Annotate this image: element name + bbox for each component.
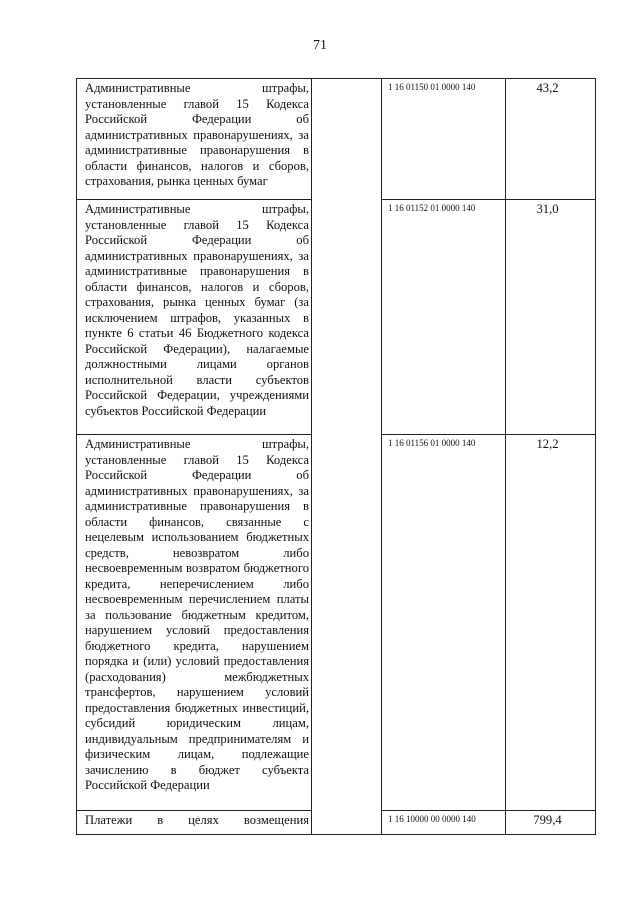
row-description: Платежи в целях возмещения: [85, 813, 309, 827]
budget-revenue-table: [76, 78, 596, 835]
amount-value: 31,0: [536, 202, 559, 216]
budget-classification-code: 1 16 01152 01 0000 140: [388, 203, 476, 213]
row-code-cell: [382, 79, 506, 200]
budget-classification-code: 1 16 01156 01 0000 140: [388, 438, 476, 448]
table-row: [77, 79, 596, 200]
row-description: Административные штрафы, установленные главой 15 Кодекса Российской Федерации об административных правонарушениях, за административные правонарушения в области финансов, налогов и сборов, страхования, рынка ценных бумаг: [85, 81, 309, 188]
row-description-cell: [77, 200, 312, 435]
amount-value: 12,2: [536, 437, 559, 451]
row-code-cell: [382, 811, 506, 835]
row-amount-cell: [506, 811, 596, 835]
page-number: 71: [313, 38, 327, 53]
amount-value: 43,2: [536, 81, 559, 95]
row-code-cell: [382, 200, 506, 435]
row-description: Административные штрафы, установленные главой 15 Кодекса Российской Федерации об административных правонарушениях, за административные правонарушения в области финансов, налогов и сборов, страхования, рынка ценных бумаг (за исключением штрафов, указанных в пункте 6 статьи 46 Бюджетного кодекса Российской Федерации), налагаемые должностными лицами органов исполнительной власти субъектов Российской Федерации, учреждениями субъектов Российской Федерации: [85, 202, 309, 418]
budget-classification-code: 1 16 10000 00 0000 140: [388, 814, 476, 824]
blank-column-cell: [312, 79, 382, 835]
amount-value: 799,4: [533, 813, 562, 827]
row-amount-cell: [506, 435, 596, 811]
row-code-cell: [382, 435, 506, 811]
row-amount-cell: [506, 200, 596, 435]
budget-classification-code: 1 16 01150 01 0000 140: [388, 82, 476, 92]
row-description-cell: [77, 811, 312, 835]
row-description-cell: [77, 435, 312, 811]
row-description-cell: [77, 79, 312, 200]
row-amount-cell: [506, 79, 596, 200]
row-description: Административные штрафы, установленные главой 15 Кодекса Российской Федерации об административных правонарушениях, за административные правонарушения в области финансов, связанные с нецелевым использованием бюджетных средств, невозвратом либо несвоевременным возвратом бюджетного кредита, неперечислением либо несвоевременным перечислением платы за пользование бюджетным кредитом, нарушением условий предоставления бюджетного кредита, нарушением порядка и (или) условий предоставления (расходования) межбюджетных трансфертов, нарушением условий предоставления бюджетных инвестиций, субсидий юридическим лицам, индивидуальным предпринимателям и физическим лицам, подлежащие зачислению в бюджет субъекта Российской Федерации: [85, 437, 309, 792]
